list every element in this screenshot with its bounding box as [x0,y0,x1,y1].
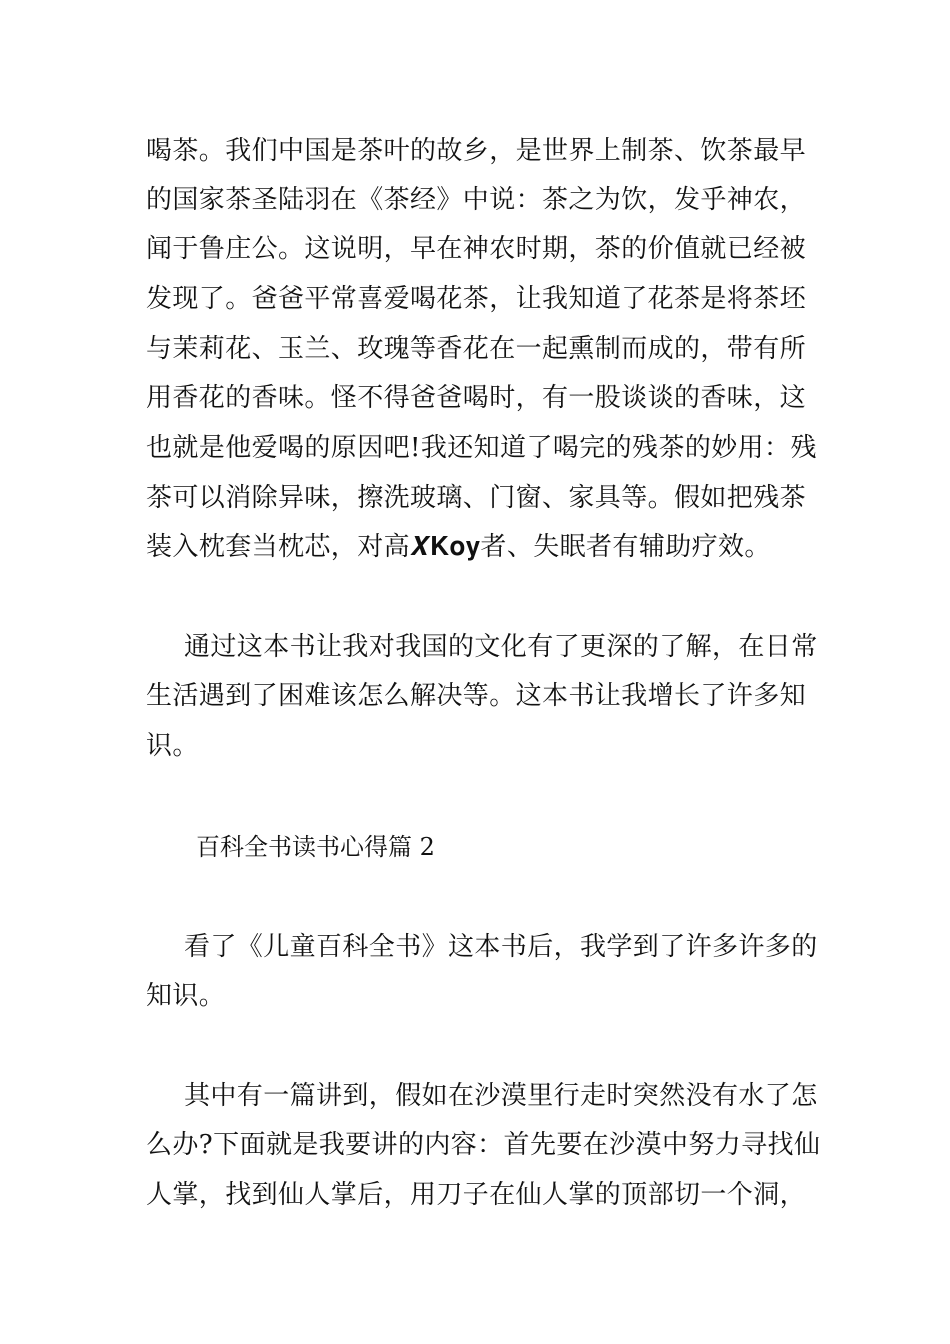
paragraph-line: 么办?下面就是我要讲的内容：首先要在沙漠中努力寻找仙 [146,1130,821,1160]
paragraph-line: 人掌，找到仙人掌后，用刀子在仙人掌的顶部切一个洞， [146,1180,807,1210]
paragraph-line: 茶可以消除异味，擦洗玻璃、门窗、家具等。假如把残茶 [146,483,807,513]
paragraph-line: 看了《儿童百科全书》这本书后，我学到了许多许多的 [184,932,818,962]
paragraph-line: 识。 [146,731,199,761]
paragraph-line: 的国家茶圣陆羽在《茶经》中说：茶之为饮，发乎神农， [146,185,807,215]
paragraph-line: 用香花的香味。怪不得爸爸喝时，有一股谈谈的香味，这 [146,383,807,413]
paragraph-line: 也就是他爱喝的原因吧!我还知道了喝完的残茶的妙用：残 [146,433,817,463]
paragraph-line: 与茉莉花、玉兰、玫瑰等香花在一起熏制而成的，带有所 [146,334,807,364]
paragraph-line: 喝茶。我们中国是茶叶的故乡，是世界上制茶、饮茶最早 [146,136,807,166]
paragraph-line: 发现了。爸爸平常喜爱喝花茶，让我知道了花茶是将茶坯 [146,284,807,314]
paragraph-line: 其中有一篇讲到，假如在沙漠里行走时突然没有水了怎 [184,1081,818,1111]
paragraph-line: 知识。 [146,981,226,1011]
section-heading: 百科全书读书心得篇 2 [196,833,435,861]
paragraph-line: 闻于鲁庄公。这说明，早在神农时期，茶的价值就已经被 [146,234,807,264]
paragraph-line: 通过这本书让我对我国的文化有了更深的了解，在日常 [184,632,818,662]
paragraph-line: 装入枕套当枕芯，对高𝑿𝐊𝐨𝐲者、失眠者有辅助疗效。 [146,532,771,562]
paragraph-line: 生活遇到了困难该怎么解决等。这本书让我增长了许多知 [146,681,807,711]
